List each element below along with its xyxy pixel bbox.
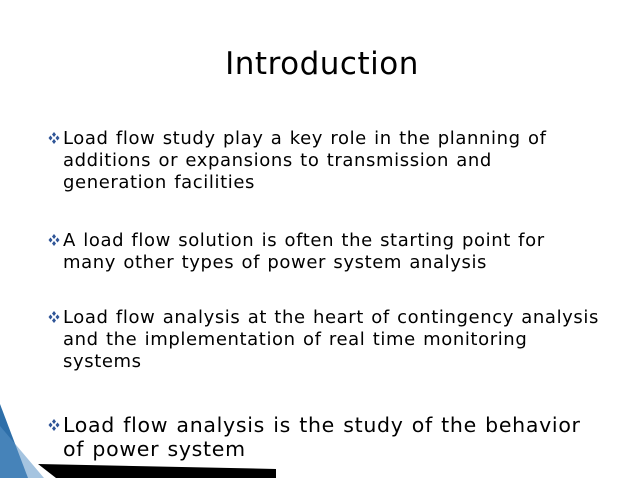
bullet-text: A load flow solution is often the starting point for many other types of power system analysis: [63, 230, 545, 273]
four-diamond-bullet-icon: [46, 307, 62, 323]
bullet-text: Load flow analysis is the study of the behavior of power system: [63, 413, 581, 461]
slide-title: Introduction: [225, 46, 419, 82]
four-diamond-bullet-icon: [46, 230, 62, 246]
corner-decoration: [0, 398, 280, 478]
bullet-text: Load flow study play a key role in the planning of additions or expansions to transmission and generation facilities: [63, 128, 547, 193]
four-diamond-bullet-icon: [46, 128, 62, 144]
bullet-text: Load flow analysis at the heart of contingency analysis and the implementation of real time monitoring systems: [63, 307, 599, 372]
